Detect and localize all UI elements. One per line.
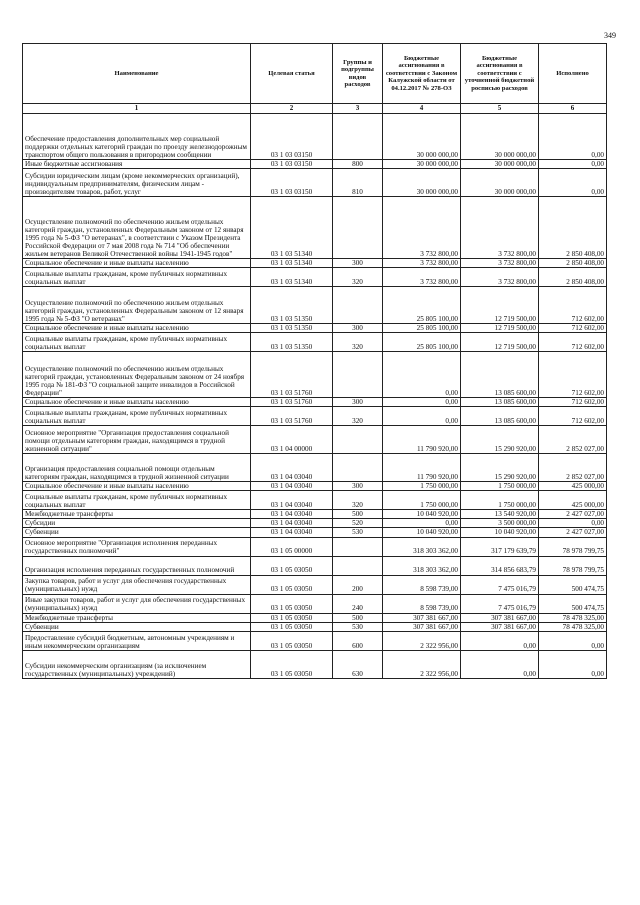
row-target-article: 03 1 05 03050 (251, 594, 333, 613)
row-revised-allocation: 13 085 600,00 (461, 352, 539, 398)
row-revised-allocation: 30 000 000,00 (461, 169, 539, 197)
row-name: Иные бюджетные ассигнования (23, 160, 251, 169)
row-target-article: 03 1 04 00000 (251, 426, 333, 454)
table-row (23, 482, 607, 491)
row-expense-group (333, 426, 383, 454)
row-expense-group: 630 (333, 650, 383, 678)
row-law-allocation: 25 805 100,00 (383, 324, 461, 333)
row-law-allocation: 30 000 000,00 (383, 160, 461, 169)
row-executed: 712 602,00 (539, 287, 607, 324)
table-row (23, 454, 607, 482)
table-row (23, 268, 607, 287)
row-target-article: 03 1 04 03040 (251, 482, 333, 491)
row-executed: 0,00 (539, 650, 607, 678)
row-expense-group: 320 (333, 268, 383, 287)
row-target-article: 03 1 05 03050 (251, 631, 333, 650)
row-law-allocation: 1 750 000,00 (383, 482, 461, 491)
row-executed: 712 602,00 (539, 407, 607, 426)
table-row (23, 519, 607, 528)
row-name: Субсидии (23, 519, 251, 528)
row-name: Организация предоставления социальной помощи отдельным категориям граждан, находящимся в трудной жизненной ситуации (23, 454, 251, 482)
row-revised-allocation: 307 381 667,00 (461, 622, 539, 631)
row-executed: 2 427 027,00 (539, 510, 607, 519)
row-name: Закупка товаров, работ и услуг для обеспечения государственных (муниципальных) нужд (23, 575, 251, 594)
row-target-article: 03 1 04 03040 (251, 491, 333, 510)
table-row (23, 594, 607, 613)
row-name: Субвенции (23, 528, 251, 537)
table-row (23, 324, 607, 333)
row-law-allocation: 30 000 000,00 (383, 114, 461, 160)
row-expense-group: 530 (333, 528, 383, 537)
budget-execution-table (22, 43, 607, 679)
row-target-article: 03 1 03 51350 (251, 324, 333, 333)
row-law-allocation: 2 322 956,00 (383, 631, 461, 650)
row-expense-group: 300 (333, 324, 383, 333)
row-name: Предоставление субсидий бюджетным, автономным учреждениям и иным некоммерческим организациям (23, 631, 251, 650)
row-name: Социальные выплаты гражданам, кроме публичных нормативных социальных выплат (23, 333, 251, 352)
row-revised-allocation: 3 732 800,00 (461, 259, 539, 268)
table-row (23, 556, 607, 575)
row-revised-allocation: 10 040 920,00 (461, 528, 539, 537)
table-row (23, 407, 607, 426)
row-executed: 0,00 (539, 160, 607, 169)
row-expense-group: 300 (333, 259, 383, 268)
header-expense-group: Группы и подгруппы видов расходов (333, 44, 383, 104)
row-revised-allocation: 314 856 683,79 (461, 556, 539, 575)
row-revised-allocation: 7 475 016,79 (461, 575, 539, 594)
row-executed: 425 000,00 (539, 482, 607, 491)
row-revised-allocation: 13 085 600,00 (461, 398, 539, 407)
row-revised-allocation: 0,00 (461, 631, 539, 650)
row-law-allocation: 307 381 667,00 (383, 613, 461, 622)
row-revised-allocation: 1 750 000,00 (461, 482, 539, 491)
row-law-allocation: 0,00 (383, 407, 461, 426)
table-row (23, 537, 607, 556)
row-law-allocation: 307 381 667,00 (383, 622, 461, 631)
header-law-allocations: Бюджетные ассигнования в соответствии с Законом Калужской области от 04.12.2017 № 278-ОЗ (383, 44, 461, 104)
row-name: Социальные выплаты гражданам, кроме публичных нормативных социальных выплат (23, 491, 251, 510)
row-target-article: 03 1 05 03050 (251, 650, 333, 678)
row-law-allocation: 3 732 800,00 (383, 197, 461, 259)
row-law-allocation: 10 040 920,00 (383, 528, 461, 537)
row-expense-group: 300 (333, 482, 383, 491)
row-law-allocation: 11 790 920,00 (383, 454, 461, 482)
row-executed: 500 474,75 (539, 575, 607, 594)
row-revised-allocation: 12 719 500,00 (461, 287, 539, 324)
table-row (23, 650, 607, 678)
row-law-allocation: 8 598 739,00 (383, 594, 461, 613)
row-revised-allocation: 317 179 639,79 (461, 537, 539, 556)
row-expense-group: 810 (333, 169, 383, 197)
row-executed: 0,00 (539, 519, 607, 528)
page-number: 349 (604, 31, 616, 40)
row-target-article: 03 1 03 03150 (251, 160, 333, 169)
row-name: Основное мероприятие "Организация исполнения переданных государственных полномочий" (23, 537, 251, 556)
row-executed: 78 978 799,75 (539, 556, 607, 575)
row-law-allocation: 25 805 100,00 (383, 287, 461, 324)
row-executed: 712 602,00 (539, 352, 607, 398)
row-target-article: 03 1 03 51350 (251, 287, 333, 324)
row-law-allocation: 0,00 (383, 398, 461, 407)
row-name: Обеспечение предоставления дополнительных мер социальной поддержки отдельных категорий граждан по проезду железнодорожным транспортом общего пользования в пригородном сообщении (23, 114, 251, 160)
row-target-article: 03 1 04 03040 (251, 528, 333, 537)
row-revised-allocation: 3 500 000,00 (461, 519, 539, 528)
table-row (23, 333, 607, 352)
row-executed: 78 478 325,00 (539, 622, 607, 631)
row-name: Субсидии некоммерческим организациям (за исключением государственных (муниципальных) учреждений) (23, 650, 251, 678)
row-name: Осуществление полномочий по обеспечению жильем отдельных категорий граждан, установленных Федеральным законом от 12 января 1995 года № 5-ФЗ "О ветеранах", в соответствии с Указом Президента Российской Федерации от 7 мая 2008 года № 714 "Об обеспечении жильем ветеранов Великой Отечественной войны 1941-1945 годов" (23, 197, 251, 259)
row-executed: 425 000,00 (539, 491, 607, 510)
row-name: Социальное обеспечение и иные выплаты населению (23, 398, 251, 407)
table-row (23, 114, 607, 160)
row-executed: 0,00 (539, 114, 607, 160)
row-revised-allocation: 12 719 500,00 (461, 333, 539, 352)
row-expense-group (333, 454, 383, 482)
row-law-allocation: 8 598 739,00 (383, 575, 461, 594)
row-target-article: 03 1 03 51760 (251, 407, 333, 426)
row-target-article: 03 1 04 03040 (251, 519, 333, 528)
row-law-allocation: 1 750 000,00 (383, 491, 461, 510)
row-expense-group: 520 (333, 519, 383, 528)
row-expense-group (333, 197, 383, 259)
row-revised-allocation: 7 475 016,79 (461, 594, 539, 613)
row-expense-group: 530 (333, 622, 383, 631)
table-row (23, 510, 607, 519)
row-law-allocation: 11 790 920,00 (383, 426, 461, 454)
row-revised-allocation: 30 000 000,00 (461, 160, 539, 169)
row-executed: 712 602,00 (539, 333, 607, 352)
row-executed: 2 850 408,00 (539, 268, 607, 287)
row-target-article: 03 1 03 51340 (251, 268, 333, 287)
table-row (23, 197, 607, 259)
row-name: Социальные выплаты гражданам, кроме публичных нормативных социальных выплат (23, 268, 251, 287)
row-target-article: 03 1 03 51340 (251, 259, 333, 268)
row-revised-allocation: 15 290 920,00 (461, 454, 539, 482)
row-executed: 2 850 408,00 (539, 197, 607, 259)
row-executed: 78 978 799,75 (539, 537, 607, 556)
header-name: Наименование (23, 44, 251, 104)
row-executed: 500 474,75 (539, 594, 607, 613)
row-name: Организация исполнения переданных государственных полномочий (23, 556, 251, 575)
table-row (23, 398, 607, 407)
column-number: 5 (461, 104, 539, 114)
row-revised-allocation: 0,00 (461, 650, 539, 678)
row-expense-group: 320 (333, 407, 383, 426)
table-row (23, 426, 607, 454)
row-name: Социальное обеспечение и иные выплаты населению (23, 482, 251, 491)
table-row (23, 528, 607, 537)
row-expense-group (333, 287, 383, 324)
row-law-allocation: 0,00 (383, 519, 461, 528)
column-number: 1 (23, 104, 251, 114)
row-law-allocation: 0,00 (383, 352, 461, 398)
row-revised-allocation: 15 290 920,00 (461, 426, 539, 454)
row-expense-group: 240 (333, 594, 383, 613)
row-target-article: 03 1 05 03050 (251, 622, 333, 631)
table-row (23, 352, 607, 398)
table-row (23, 287, 607, 324)
table-body (23, 114, 607, 679)
row-target-article: 03 1 05 03050 (251, 556, 333, 575)
row-name: Основное мероприятие "Организация предоставления социальной помощи отдельным категориям граждан, находящимся в трудной жизненной ситуации" (23, 426, 251, 454)
row-law-allocation: 318 303 362,00 (383, 537, 461, 556)
row-target-article: 03 1 03 51340 (251, 197, 333, 259)
table-row (23, 169, 607, 197)
row-name: Социальное обеспечение и иные выплаты населению (23, 259, 251, 268)
row-revised-allocation: 13 085 600,00 (461, 407, 539, 426)
row-executed: 78 478 325,00 (539, 613, 607, 622)
row-law-allocation: 25 805 100,00 (383, 333, 461, 352)
table-row (23, 259, 607, 268)
table-row (23, 613, 607, 622)
column-number: 2 (251, 104, 333, 114)
table-row (23, 622, 607, 631)
row-expense-group: 500 (333, 613, 383, 622)
row-expense-group: 320 (333, 491, 383, 510)
row-expense-group (333, 352, 383, 398)
row-expense-group (333, 114, 383, 160)
row-expense-group: 300 (333, 398, 383, 407)
row-law-allocation: 2 322 956,00 (383, 650, 461, 678)
row-law-allocation: 3 732 800,00 (383, 268, 461, 287)
row-law-allocation: 10 040 920,00 (383, 510, 461, 519)
table-row (23, 631, 607, 650)
table-row (23, 160, 607, 169)
row-revised-allocation: 3 732 800,00 (461, 268, 539, 287)
row-target-article: 03 1 05 03050 (251, 575, 333, 594)
row-name: Иные закупки товаров, работ и услуг для обеспечения государственных (муниципальных) нужд (23, 594, 251, 613)
row-target-article: 03 1 03 03150 (251, 169, 333, 197)
table-row (23, 575, 607, 594)
row-target-article: 03 1 03 51760 (251, 352, 333, 398)
column-number: 3 (333, 104, 383, 114)
row-expense-group: 800 (333, 160, 383, 169)
row-expense-group: 200 (333, 575, 383, 594)
row-target-article: 03 1 04 03040 (251, 510, 333, 519)
row-executed: 2 850 408,00 (539, 259, 607, 268)
row-revised-allocation: 12 719 500,00 (461, 324, 539, 333)
row-executed: 712 602,00 (539, 324, 607, 333)
row-name: Осуществление полномочий по обеспечению жильем отдельных категорий граждан, установленных Федеральным законом от 12 января 1995 года № 5-ФЗ "О ветеранах" (23, 287, 251, 324)
row-revised-allocation: 1 750 000,00 (461, 491, 539, 510)
row-name: Межбюджетные трансферты (23, 613, 251, 622)
row-expense-group: 500 (333, 510, 383, 519)
row-target-article: 03 1 05 03050 (251, 613, 333, 622)
row-name: Осуществление полномочий по обеспечению жильем отдельных категорий граждан, установленных Федеральным законом от 24 ноября 1995 года № 181-ФЗ "О социальной защите инвалидов в Российской Федерации" (23, 352, 251, 398)
row-name: Социальные выплаты гражданам, кроме публичных нормативных социальных выплат (23, 407, 251, 426)
row-revised-allocation: 3 732 800,00 (461, 197, 539, 259)
row-executed: 2 427 027,00 (539, 528, 607, 537)
table-row (23, 491, 607, 510)
row-executed: 0,00 (539, 631, 607, 650)
row-law-allocation: 30 000 000,00 (383, 169, 461, 197)
row-expense-group (333, 556, 383, 575)
row-revised-allocation: 13 540 920,00 (461, 510, 539, 519)
row-target-article: 03 1 03 03150 (251, 114, 333, 160)
row-target-article: 03 1 05 00000 (251, 537, 333, 556)
row-target-article: 03 1 03 51350 (251, 333, 333, 352)
row-name: Межбюджетные трансферты (23, 510, 251, 519)
row-executed: 712 602,00 (539, 398, 607, 407)
row-expense-group: 600 (333, 631, 383, 650)
header-target-article: Целевая статья (251, 44, 333, 104)
header-executed: Исполнено (539, 44, 607, 104)
row-executed: 0,00 (539, 169, 607, 197)
row-name: Субсидии юридическим лицам (кроме некоммерческих организаций), индивидуальным предпринимателям, физическим лицам - производителям товаров, работ, услуг (23, 169, 251, 197)
row-executed: 2 852 027,00 (539, 454, 607, 482)
row-expense-group: 320 (333, 333, 383, 352)
row-executed: 2 852 027,00 (539, 426, 607, 454)
header-revised-allocations: Бюджетные ассигнования в соответствии с уточненной бюджетной росписью расходов (461, 44, 539, 104)
column-number: 6 (539, 104, 607, 114)
row-law-allocation: 318 303 362,00 (383, 556, 461, 575)
row-expense-group (333, 537, 383, 556)
row-revised-allocation: 307 381 667,00 (461, 613, 539, 622)
row-law-allocation: 3 732 800,00 (383, 259, 461, 268)
row-revised-allocation: 30 000 000,00 (461, 114, 539, 160)
row-name: Социальное обеспечение и иные выплаты населению (23, 324, 251, 333)
row-target-article: 03 1 04 03040 (251, 454, 333, 482)
row-target-article: 03 1 03 51760 (251, 398, 333, 407)
column-number: 4 (383, 104, 461, 114)
row-name: Субвенции (23, 622, 251, 631)
